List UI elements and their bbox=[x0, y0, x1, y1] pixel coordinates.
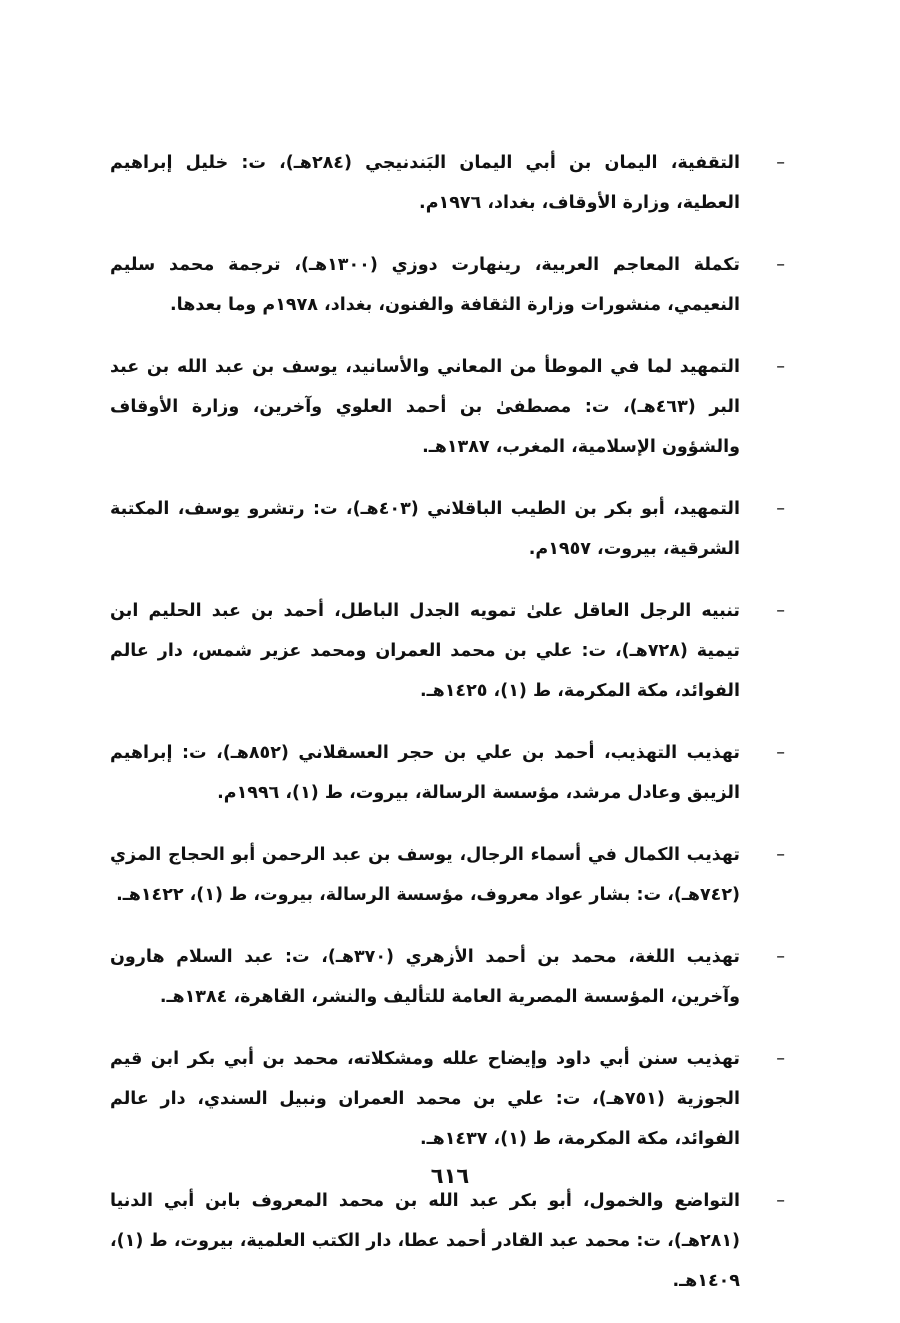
entry-text: تهذيب اللغة، محمد بن أحمد الأزهري (٣٧٠هـ)، ت: عبد السلام هارون وآخرين، المؤسسة المصرية العامة للتأليف والنشر، القاهرة، ١٣٨٤هـ. bbox=[110, 947, 740, 1007]
page-number: ٦١٦ bbox=[430, 1164, 470, 1188]
entry-text: تكملة المعاجم العربية، رينهارت دوزي (١٣٠٠هـ)، ترجمة محمد سليم النعيمي، منشورات وزارة الثقافة والفنون، بغداد، ١٩٧٨م وما بعدها. bbox=[110, 255, 741, 315]
bibliography-entry bbox=[110, 1181, 785, 1301]
entry-text: تهذيب الكمال في أسماء الرجال، يوسف بن عبد الرحمن أبو الحجاج المزي (٧٤٢هـ)، ت: بشار عواد معروف، مؤسسة الرسالة، بيروت، ط (١)، ١٤٢٢هـ. bbox=[110, 845, 740, 905]
bullet-dash: – bbox=[776, 499, 785, 519]
bibliography-entry bbox=[110, 245, 785, 325]
bibliography-entry bbox=[110, 835, 785, 915]
bullet-dash: – bbox=[776, 1049, 785, 1069]
bibliography-entry bbox=[110, 733, 785, 813]
bullet-dash: – bbox=[776, 845, 785, 865]
bibliography-entry bbox=[110, 347, 785, 467]
bullet-dash: – bbox=[776, 743, 785, 763]
bibliography-entry bbox=[110, 1039, 785, 1159]
bullet-dash: – bbox=[776, 357, 785, 377]
bullet-dash: – bbox=[776, 947, 785, 967]
entry-text: التواضع والخمول، أبو بكر عبد الله بن محمد المعروف بابن أبي الدنيا (٢٨١هـ)، ت: محمد عبد القادر أحمد عطا، دار الكتب العلمية، بيروت، ط (١)، ١٤٠٩هـ. bbox=[110, 1191, 740, 1291]
bibliography-entry bbox=[110, 143, 785, 223]
bibliography-entry bbox=[110, 489, 785, 569]
entry-text: التمهيد لما في الموطأ من المعاني والأسانيد، يوسف بن عبد الله بن عبد البر (٤٦٣هـ)، ت: مصطفىٰ بن أحمد العلوي وآخرين، وزارة الأوقاف والشؤون الإسلامية، المغرب، ١٣٨٧هـ. bbox=[110, 357, 740, 457]
bullet-dash: – bbox=[776, 153, 785, 173]
bibliography-entry bbox=[110, 591, 785, 711]
bullet-dash: – bbox=[776, 255, 785, 275]
bibliography-list bbox=[110, 143, 785, 1323]
entry-text: تنبيه الرجل العاقل علىٰ تمويه الجدل الباطل، أحمد بن عبد الحليم ابن تيمية (٧٢٨هـ)، ت: علي بن محمد العمران ومحمد عزير شمس، دار عالم الفوائد، مكة المكرمة، ط (١)، ١٤٢٥هـ. bbox=[110, 601, 740, 701]
entry-text: تهذيب التهذيب، أحمد بن علي بن حجر العسقلاني (٨٥٢هـ)، ت: إبراهيم الزيبق وعادل مرشد، مؤسسة الرسالة، بيروت، ط (١)، ١٩٩٦م. bbox=[110, 743, 740, 803]
bullet-dash: – bbox=[776, 1191, 785, 1211]
entry-text: التمهيد، أبو بكر بن الطيب الباقلاني (٤٠٣هـ)، ت: رتشرو يوسف، المكتبة الشرقية، بيروت، ١٩٥٧م. bbox=[110, 499, 740, 559]
bullet-dash: – bbox=[776, 601, 785, 621]
entry-text: تهذيب سنن أبي داود وإيضاح علله ومشكلاته، محمد بن أبي بكر ابن قيم الجوزية (٧٥١هـ)، ت: علي بن محمد العمران ونبيل السندي، دار عالم الفوائد، مكة المكرمة، ط (١)، ١٤٣٧هـ. bbox=[110, 1049, 740, 1149]
entry-text: التقفية، اليمان بن أبي اليمان البَندنيجي (٢٨٤هـ)، ت: خليل إبراهيم العطية، وزارة الأوقاف، بغداد، ١٩٧٦م. bbox=[110, 153, 740, 213]
bibliography-entry bbox=[110, 937, 785, 1017]
